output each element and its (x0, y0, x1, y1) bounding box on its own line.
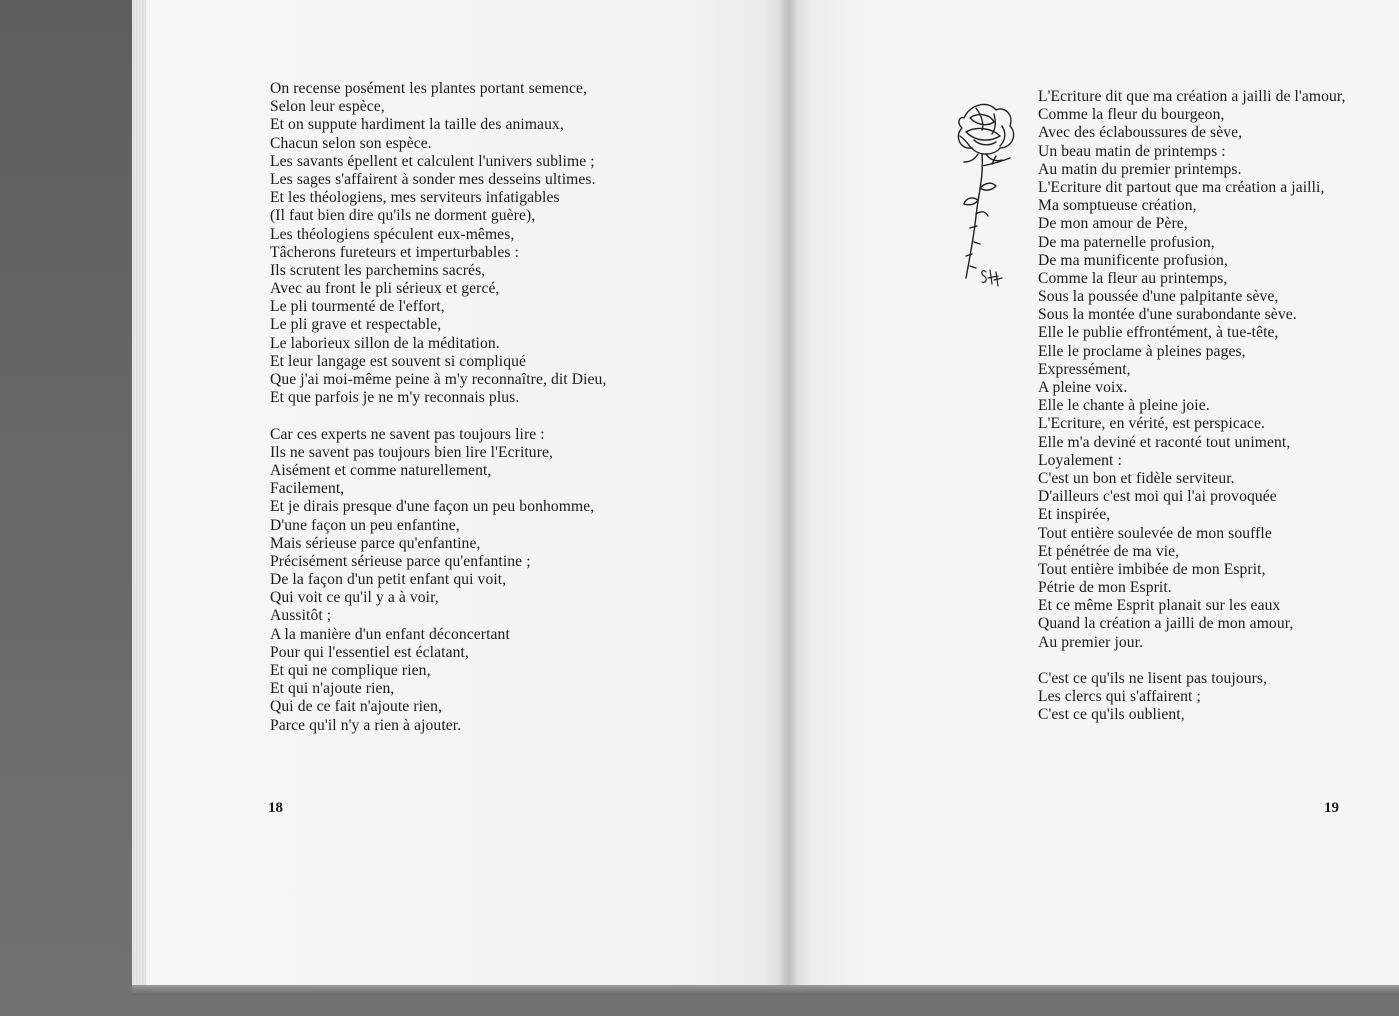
text-line: Et que parfois je ne m'y reconnais plus. (270, 389, 520, 407)
text-line: Aisément et comme naturellement, (270, 461, 492, 479)
text-line: Le pli grave et respectable, (270, 316, 442, 334)
rose-drawing (930, 96, 1030, 296)
right-page-text (1038, 88, 1346, 725)
right-page (788, 0, 1399, 985)
text-line: Et je dirais presque d'une façon un peu bonhomme, (270, 498, 595, 516)
text-line: Chacun selon son espèce. (270, 134, 432, 152)
text-line: Et qui n'ajoute rien, (270, 680, 395, 698)
text-line: Le pli tourmenté de l'effort, (270, 298, 445, 316)
text-line: Facilement, (270, 480, 345, 498)
text-line: Pétrie de mon Esprit. (1038, 579, 1172, 597)
text-line: Au matin du premier printemps. (1038, 160, 1242, 178)
text-line: Tout entière soulevée de mon souffle (1038, 524, 1272, 542)
text-line: Pour qui l'essentiel est éclatant, (270, 643, 469, 661)
page-bottom-edge (132, 985, 1399, 995)
text-line: Les sages s'affairent à sonder mes desseins ultimes. (270, 170, 596, 188)
text-line: Les savants épellent et calculent l'univers sublime ; (270, 152, 595, 170)
text-line: Tâcherons fureteurs et imperturbables : (270, 243, 519, 261)
text-line: Et inspirée, (1038, 506, 1111, 524)
text-line: Mais sérieuse parce qu'enfantine, (270, 534, 481, 552)
text-line: De la façon d'un petit enfant qui voit, (270, 571, 507, 589)
text-line: De mon amour de Père, (1038, 215, 1188, 233)
text-line: C'est un bon et fidèle serviteur. (1038, 469, 1235, 487)
text-line: D'une façon un peu enfantine, (270, 516, 460, 534)
text-line: Comme la fleur du bourgeon, (1038, 106, 1225, 124)
text-line: Ils scrutent les parchemins sacrés, (270, 261, 486, 279)
text-line: (Il faut bien dire qu'ils ne dorment guère), (270, 207, 536, 225)
text-line: Aussitôt ; (270, 607, 332, 625)
text-line: Et ce même Esprit planait sur les eaux (1038, 597, 1281, 615)
text-line: Le laborieux sillon de la méditation. (270, 334, 500, 352)
text-line: Elle m'a deviné et raconté tout uniment, (1038, 433, 1291, 451)
text-line: L'Ecriture dit partout que ma création a jailli, (1038, 178, 1325, 196)
text-line: Ils ne savent pas toujours bien lire l'Ecriture, (270, 443, 554, 461)
text-line: A la manière d'un enfant déconcertant (270, 625, 510, 643)
left-page (132, 0, 788, 985)
text-line: D'ailleurs c'est moi qui l'ai provoquée (1038, 488, 1277, 506)
text-line: Quand la création a jailli de mon amour, (1038, 615, 1294, 633)
text-line: Les théologiens spéculent eux-mêmes, (270, 225, 515, 243)
stanza-break (1038, 652, 1346, 670)
text-line: Car ces experts ne savent pas toujours lire : (270, 425, 545, 443)
text-line: Un beau matin de printemps : (1038, 142, 1226, 160)
text-line: De ma munificente profusion, (1038, 251, 1228, 269)
book-gutter (778, 0, 798, 985)
text-line: Et pénétrée de ma vie, (1038, 542, 1180, 560)
text-line: Avec des éclaboussures de sève, (1038, 124, 1243, 142)
text-line: Avec au front le pli sérieux et gercé, (270, 280, 500, 298)
text-line: Selon leur espèce, (270, 98, 385, 116)
text-line: De ma paternelle profusion, (1038, 233, 1215, 251)
page-edge-stack (132, 0, 146, 985)
text-line: Sous la poussée d'une palpitante sève, (1038, 288, 1279, 306)
text-line: Elle le proclame à pleines pages, (1038, 342, 1246, 360)
right-page-number: 19 (1324, 800, 1339, 816)
text-line: Sous la montée d'une surabondante sève. (1038, 306, 1297, 324)
text-line: Et les théologiens, mes serviteurs infatigables (270, 189, 560, 207)
text-line: Et qui ne complique rien, (270, 662, 431, 679)
text-line: Comme la fleur au printemps, (1038, 269, 1228, 287)
text-line: L'Ecriture dit que ma création a jailli de l'amour, (1038, 88, 1346, 105)
text-line: Précisément sérieuse parce qu'enfantine ; (270, 552, 531, 570)
left-page-number: 18 (268, 800, 283, 816)
text-line: Qui voit ce qu'il y a à voir, (270, 589, 439, 607)
text-line: Expressément, (1038, 360, 1131, 378)
text-line: A pleine voix. (1038, 379, 1128, 396)
text-line: Parce qu'il n'y a rien à ajouter. (270, 716, 462, 734)
book-spread (132, 0, 1399, 990)
text-line: Loyalement : (1038, 451, 1122, 469)
text-line: Les clercs qui s'affairent ; (1038, 688, 1201, 706)
text-line: Qui de ce fait n'ajoute rien, (270, 698, 442, 716)
text-line: Tout entière imbibée de mon Esprit, (1038, 560, 1266, 578)
text-line: Ma somptueuse création, (1038, 197, 1197, 215)
text-line: C'est ce qu'ils ne lisent pas toujours, (1038, 670, 1268, 687)
text-line: L'Ecriture, en vérité, est perspicace. (1038, 415, 1265, 433)
stanza-break (270, 407, 606, 425)
text-line: Et on suppute hardiment la taille des animaux, (270, 116, 564, 134)
text-line: Que j'ai moi-même peine à m'y reconnaître, dit Dieu, (270, 371, 607, 388)
text-line: Elle le chante à pleine joie. (1038, 397, 1210, 415)
text-line: C'est ce qu'ils oublient, (1038, 706, 1185, 724)
text-line: Au premier jour. (1038, 633, 1144, 651)
text-line: Et leur langage est souvent si compliqué (270, 352, 527, 370)
left-page-text (270, 80, 606, 735)
text-line: Elle le publie effrontément, à tue-tête, (1038, 324, 1279, 342)
text-line: On recense posément les plantes portant semence, (270, 80, 587, 97)
